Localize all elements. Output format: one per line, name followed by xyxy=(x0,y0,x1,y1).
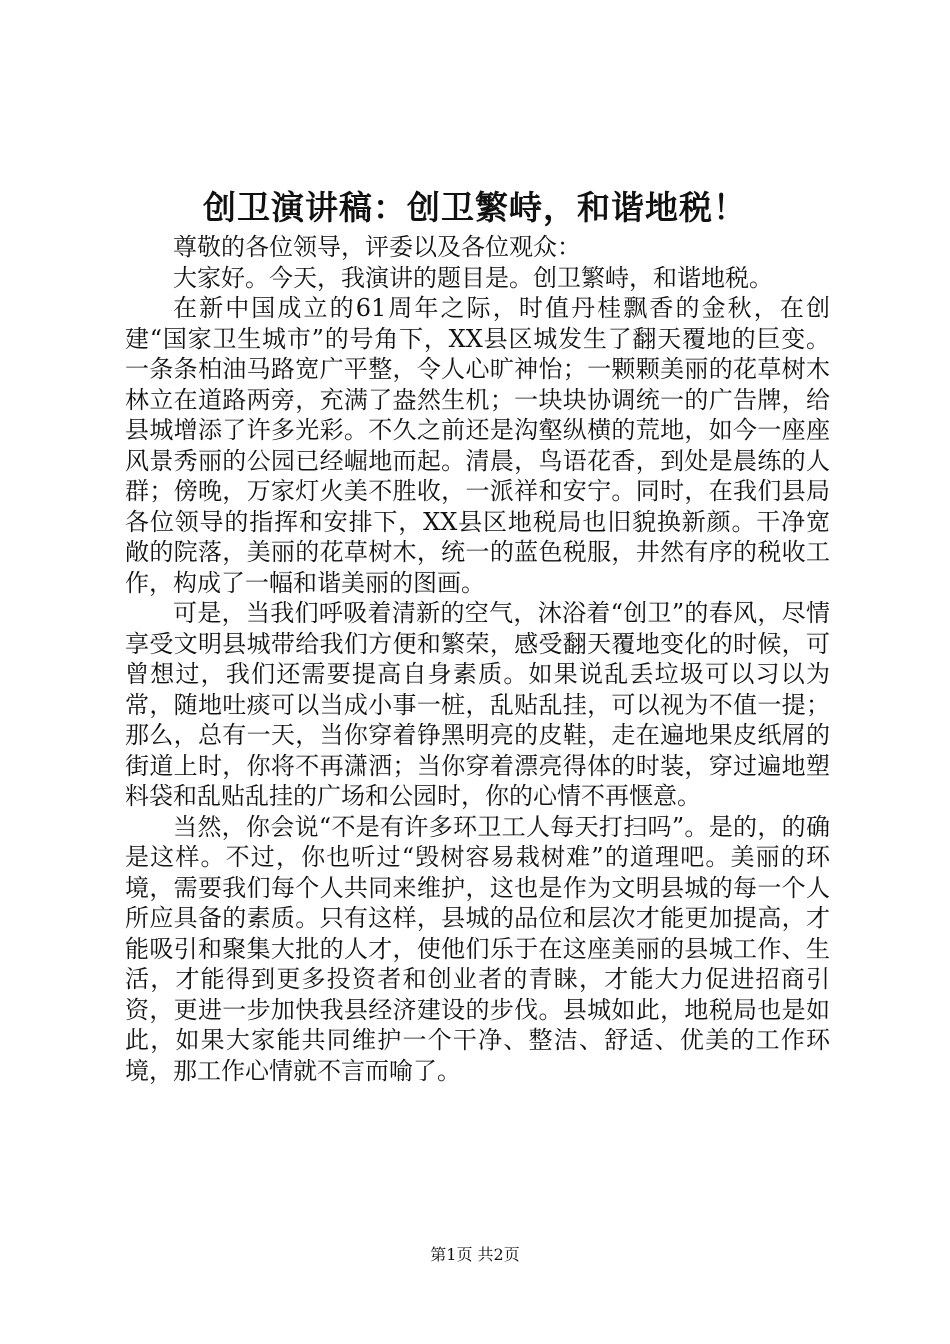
document-title: 创卫演讲稿：创卫繁峙，和谐地税！ xyxy=(203,188,747,227)
body-paragraph: 可是，当我们呼吸着清新的空气，沐浴着“创卫”的春风，尽情享受文明县城带给我们方便和繁荣，感受翻天覆地变化的时候，可曾想过，我们还需要提高自身素质。如果说乱丢垃圾可以习以为常，随地吐痰可以当成小事一桩，乱贴乱挂，可以视为不值一提；那么，总有一天，当你穿着铮黑明亮的皮鞋，走在遍地果皮纸屑的街道上时，你将不再潇洒；当你穿着漂亮得体的时装，穿过遍地塑料袋和乱贴乱挂的广场和公园时，你的心情不再惬意。 xyxy=(125,599,830,810)
greeting-paragraph: 大家好。今天，我演讲的题目是。创卫繁峙，和谐地税。 xyxy=(173,263,773,292)
body-paragraph: 当然，你会说“不是有许多环卫工人每天打扫吗”。是的，的确是这样。不过，你也听过“毁树容易栽树难”的道理吧。美丽的环境，需要我们每个人共同来维护，这也是作为文明县城的每一个人所应具备的素质。只有这样，县城的品位和层次才能更加提高，才能吸引和聚集大批的人才，使他们乐于在这座美丽的县城工作、生活，才能得到更多投资者和创业者的青睐，才能大力促进招商引资，更进一步加快我县经济建设的步伐。县城如此，地税局也是如此，如果大家能共同维护一个干净、整洁、舒适、优美的工作环境，那工作心情就不言而喻了。 xyxy=(125,812,830,1085)
page-number-footer: 第1页 共2页 xyxy=(430,1245,520,1264)
body-paragraph: 在新中国成立的61周年之际，时值丹桂飘香的金秋，在创建“国家卫生城市”的号角下，XX县区城发生了翻天覆地的巨变。一条条柏油马路宽广平整，令人心旷神怡；一颗颗美丽的花草树木林立在道路两旁，充满了盎然生机；一块块协调统一的广告牌，给县城增添了许多光彩。不久之前还是沟壑纵横的荒地，如今一座座风景秀丽的公园已经崛地而起。清晨，鸟语花香，到处是晨练的人群；傍晚，万家灯火美不胜收，一派祥和安宁。同时，在我们县局各位领导的指挥和安排下，XX县区地税局也旧貌换新颜。干净宽敞的院落，美丽的花草树木，统一的蓝色税服，井然有序的税收工作，构成了一幅和谐美丽的图画。 xyxy=(125,294,830,597)
document-body xyxy=(125,232,830,1086)
salutation-paragraph: 尊敬的各位领导，评委以及各位观众： xyxy=(173,233,581,261)
